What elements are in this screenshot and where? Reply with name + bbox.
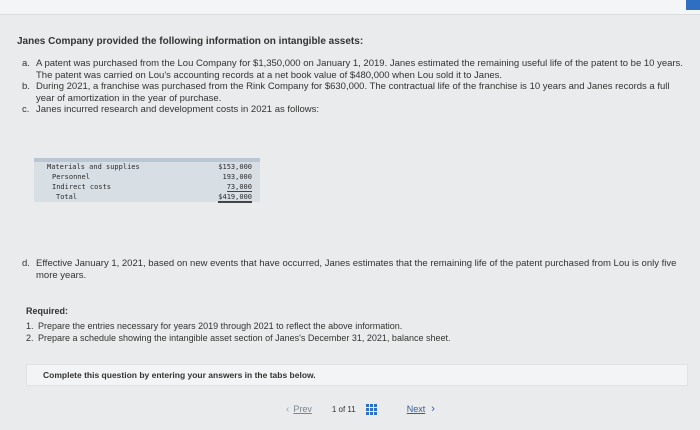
- required-text: Prepare the entries necessary for years 2019 through 2021 to reflect the above information.: [38, 321, 403, 331]
- grid-icon[interactable]: [366, 404, 377, 415]
- info-item-b: [22, 81, 687, 104]
- page-count: 1 of 11: [331, 404, 356, 414]
- intro-text: Janes Company provided the following information on intangible assets:: [17, 36, 364, 47]
- instruction-box: [26, 364, 688, 386]
- cost-value: $153,000: [218, 163, 252, 171]
- required-item: [26, 320, 450, 332]
- cost-label: Indirect costs: [52, 183, 112, 191]
- chevron-left-icon[interactable]: ‹: [286, 403, 290, 415]
- cost-label: Personnel: [52, 173, 90, 181]
- next-button[interactable]: Next: [406, 404, 426, 414]
- item-text: During 2021, a franchise was purchased from the Rink Company for $630,000. The contractual life of the franchise is 10 years and Janes records a full year of amortization in the year of purchase.: [36, 81, 670, 104]
- table-row: [34, 182, 260, 192]
- top-accent: [686, 0, 700, 10]
- total-label: Total: [56, 193, 78, 201]
- cost-value: 193,000: [222, 173, 252, 181]
- required-list: [26, 320, 450, 344]
- top-bar: [0, 0, 700, 15]
- item-text: Effective January 1, 2021, based on new events that have occurred, Janes estimates that the remaining life of the patent purchased from Lou is only five more years.: [36, 258, 677, 281]
- required-heading: Required:: [26, 306, 69, 316]
- cost-value: 73,000: [226, 183, 252, 191]
- item-letter: b.: [22, 81, 30, 92]
- item-text: Janes incurred research and development costs in 2021 as follows:: [36, 104, 320, 115]
- required-num: 2.: [26, 333, 34, 343]
- table-row: [34, 172, 260, 182]
- required-text: Prepare a schedule showing the intangible asset section of Janes's December 31, 2021, balance sheet.: [38, 333, 451, 343]
- item-letter: d.: [22, 258, 30, 269]
- rd-cost-table: [34, 158, 260, 202]
- info-item-c: [22, 104, 687, 116]
- info-list: [22, 58, 687, 116]
- table-row-total: [34, 192, 260, 202]
- item-letter: c.: [22, 104, 30, 115]
- cost-label: Materials and supplies: [47, 163, 140, 171]
- pagination: [286, 403, 435, 415]
- required-num: 1.: [26, 321, 34, 331]
- item-letter: a.: [22, 58, 30, 69]
- item-text: A patent was purchased from the Lou Company for $1,350,000 on January 1, 2019. Janes estimated the remaining useful life of the patent to be 10 years. The patent was carried on Lou's accounting records at a net book value of $480,000 when Lou sold it to Janes.: [36, 58, 683, 81]
- total-value: $419,000: [218, 193, 252, 201]
- prev-button[interactable]: Prev: [293, 404, 312, 414]
- required-item: [26, 332, 450, 344]
- table-row: [34, 162, 260, 172]
- info-item-a: [22, 58, 687, 81]
- instruction-text: Complete this question by entering your answers in the tabs below.: [43, 370, 316, 380]
- chevron-right-icon[interactable]: ›: [431, 403, 435, 415]
- info-item-d: [22, 258, 687, 281]
